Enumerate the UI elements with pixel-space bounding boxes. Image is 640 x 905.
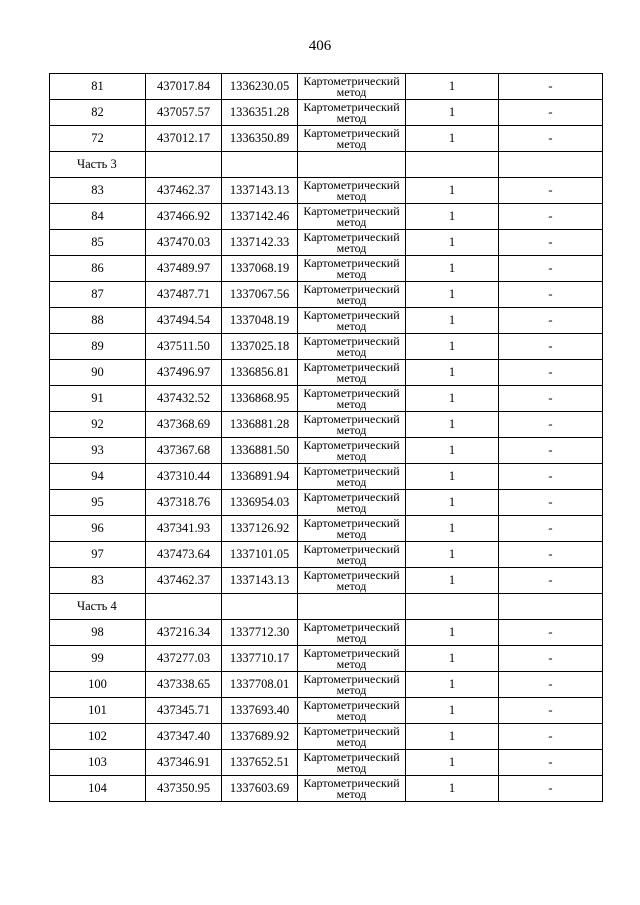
- method-text-line1: Картометрический: [303, 229, 400, 244]
- note-cell: -: [499, 126, 603, 152]
- table-row: [50, 256, 603, 282]
- x-coordinate-cell: 437012.17: [146, 126, 222, 152]
- table-row: [50, 490, 603, 516]
- note-cell: -: [499, 516, 603, 542]
- note-cell: -: [499, 360, 603, 386]
- accuracy-cell: 1: [406, 542, 499, 568]
- coordinates-table: [49, 73, 603, 802]
- point-number-cell: 83: [50, 178, 146, 204]
- point-number-cell: 82: [50, 100, 146, 126]
- empty-cell: [222, 594, 298, 620]
- point-number-cell: 72: [50, 126, 146, 152]
- accuracy-cell: 1: [406, 360, 499, 386]
- method-cell: [298, 74, 406, 100]
- part-header-row: [50, 152, 603, 178]
- note-cell: -: [499, 568, 603, 594]
- table-row: [50, 360, 603, 386]
- note-cell: -: [499, 646, 603, 672]
- accuracy-cell: 1: [406, 334, 499, 360]
- method-cell: [298, 256, 406, 282]
- y-coordinate-cell: 1336954.03: [222, 490, 298, 516]
- accuracy-cell: 1: [406, 256, 499, 282]
- y-coordinate-cell: 1336856.81: [222, 360, 298, 386]
- point-number-cell: 99: [50, 646, 146, 672]
- table-row: [50, 386, 603, 412]
- method-text-line2: метод: [336, 240, 367, 255]
- method-text-line2: метод: [336, 578, 367, 593]
- x-coordinate-cell: 437341.93: [146, 516, 222, 542]
- x-coordinate-cell: 437462.37: [146, 568, 222, 594]
- y-coordinate-cell: 1337143.13: [222, 178, 298, 204]
- empty-cell: [406, 152, 499, 178]
- note-cell: -: [499, 490, 603, 516]
- method-cell: [298, 204, 406, 230]
- accuracy-cell: 1: [406, 750, 499, 776]
- y-coordinate-cell: 1336230.05: [222, 74, 298, 100]
- note-cell: -: [499, 724, 603, 750]
- x-coordinate-cell: 437347.40: [146, 724, 222, 750]
- empty-cell: [406, 594, 499, 620]
- method-cell: [298, 334, 406, 360]
- table-row: [50, 412, 603, 438]
- x-coordinate-cell: 437345.71: [146, 698, 222, 724]
- y-coordinate-cell: 1337689.92: [222, 724, 298, 750]
- point-number-cell: 101: [50, 698, 146, 724]
- method-text-line1: Картометрический: [303, 723, 400, 738]
- empty-cell: [222, 152, 298, 178]
- accuracy-cell: 1: [406, 308, 499, 334]
- table-row: [50, 282, 603, 308]
- point-number-cell: 95: [50, 490, 146, 516]
- note-cell: -: [499, 100, 603, 126]
- point-number-cell: 87: [50, 282, 146, 308]
- accuracy-cell: 1: [406, 464, 499, 490]
- note-cell: -: [499, 386, 603, 412]
- point-number-cell: 94: [50, 464, 146, 490]
- point-number-cell: 91: [50, 386, 146, 412]
- table-row: [50, 542, 603, 568]
- accuracy-cell: 1: [406, 490, 499, 516]
- method-cell: [298, 568, 406, 594]
- method-text-line1: Картометрический: [303, 671, 400, 686]
- point-number-cell: 98: [50, 620, 146, 646]
- table-row: [50, 100, 603, 126]
- note-cell: -: [499, 308, 603, 334]
- x-coordinate-cell: 437489.97: [146, 256, 222, 282]
- note-cell: -: [499, 256, 603, 282]
- accuracy-cell: 1: [406, 620, 499, 646]
- table-row: [50, 646, 603, 672]
- x-coordinate-cell: 437511.50: [146, 334, 222, 360]
- note-cell: -: [499, 178, 603, 204]
- method-text-line2: метод: [336, 136, 367, 151]
- x-coordinate-cell: 437318.76: [146, 490, 222, 516]
- table-row: [50, 724, 603, 750]
- point-number-cell: 84: [50, 204, 146, 230]
- x-coordinate-cell: 437470.03: [146, 230, 222, 256]
- method-cell: [298, 646, 406, 672]
- y-coordinate-cell: 1337126.92: [222, 516, 298, 542]
- y-coordinate-cell: 1336351.28: [222, 100, 298, 126]
- method-text-line1: Картометрический: [303, 359, 400, 374]
- x-coordinate-cell: 437466.92: [146, 204, 222, 230]
- table-row: [50, 620, 603, 646]
- y-coordinate-cell: 1337068.19: [222, 256, 298, 282]
- method-cell: [298, 698, 406, 724]
- method-cell: [298, 308, 406, 334]
- note-cell: -: [499, 282, 603, 308]
- point-number-cell: 92: [50, 412, 146, 438]
- method-cell: [298, 126, 406, 152]
- method-text-line1: Картометрический: [303, 515, 400, 530]
- y-coordinate-cell: 1337142.33: [222, 230, 298, 256]
- y-coordinate-cell: 1337143.13: [222, 568, 298, 594]
- x-coordinate-cell: 437346.91: [146, 750, 222, 776]
- point-number-cell: 86: [50, 256, 146, 282]
- part-label: Часть 4: [50, 594, 146, 620]
- y-coordinate-cell: 1337708.01: [222, 672, 298, 698]
- method-text-line1: Картометрический: [303, 385, 400, 400]
- method-text-line2: метод: [336, 448, 367, 463]
- accuracy-cell: 1: [406, 126, 499, 152]
- accuracy-cell: 1: [406, 100, 499, 126]
- x-coordinate-cell: 437310.44: [146, 464, 222, 490]
- x-coordinate-cell: 437368.69: [146, 412, 222, 438]
- method-cell: [298, 672, 406, 698]
- method-text-line1: Картометрический: [303, 463, 400, 478]
- method-cell: [298, 776, 406, 802]
- empty-cell: [146, 594, 222, 620]
- note-cell: -: [499, 334, 603, 360]
- method-cell: [298, 438, 406, 464]
- point-number-cell: 96: [50, 516, 146, 542]
- method-cell: [298, 620, 406, 646]
- y-coordinate-cell: 1337710.17: [222, 646, 298, 672]
- method-text-line2: метод: [336, 292, 367, 307]
- table-row: [50, 568, 603, 594]
- method-text-line2: метод: [336, 760, 367, 775]
- point-number-cell: 81: [50, 74, 146, 100]
- method-cell: [298, 724, 406, 750]
- x-coordinate-cell: 437338.65: [146, 672, 222, 698]
- point-number-cell: 104: [50, 776, 146, 802]
- y-coordinate-cell: 1337048.19: [222, 308, 298, 334]
- point-number-cell: 90: [50, 360, 146, 386]
- method-text-line1: Картометрический: [303, 177, 400, 192]
- point-number-cell: 89: [50, 334, 146, 360]
- method-text-line2: метод: [336, 552, 367, 567]
- x-coordinate-cell: 437462.37: [146, 178, 222, 204]
- accuracy-cell: 1: [406, 672, 499, 698]
- empty-cell: [499, 152, 603, 178]
- table-row: [50, 464, 603, 490]
- x-coordinate-cell: 437350.95: [146, 776, 222, 802]
- y-coordinate-cell: 1337025.18: [222, 334, 298, 360]
- point-number-cell: 85: [50, 230, 146, 256]
- x-coordinate-cell: 437473.64: [146, 542, 222, 568]
- y-coordinate-cell: 1337712.30: [222, 620, 298, 646]
- method-text-line2: метод: [336, 266, 367, 281]
- point-number-cell: 88: [50, 308, 146, 334]
- x-coordinate-cell: 437057.57: [146, 100, 222, 126]
- note-cell: -: [499, 204, 603, 230]
- method-text-line2: метод: [336, 110, 367, 125]
- method-text-line1: Картометрический: [303, 411, 400, 426]
- accuracy-cell: 1: [406, 568, 499, 594]
- accuracy-cell: 1: [406, 230, 499, 256]
- note-cell: -: [499, 776, 603, 802]
- method-text-line1: Картометрический: [303, 697, 400, 712]
- method-text-line2: метод: [336, 396, 367, 411]
- note-cell: -: [499, 464, 603, 490]
- method-text-line1: Картометрический: [303, 333, 400, 348]
- table-row: [50, 308, 603, 334]
- table-row: [50, 204, 603, 230]
- method-cell: [298, 412, 406, 438]
- y-coordinate-cell: 1337603.69: [222, 776, 298, 802]
- method-text-line1: Картометрический: [303, 203, 400, 218]
- method-text-line1: Картометрический: [303, 645, 400, 660]
- y-coordinate-cell: 1337652.51: [222, 750, 298, 776]
- empty-cell: [298, 594, 406, 620]
- method-text-line1: Картометрический: [303, 281, 400, 296]
- method-text-line2: метод: [336, 344, 367, 359]
- method-cell: [298, 178, 406, 204]
- method-text-line2: метод: [336, 526, 367, 541]
- method-cell: [298, 282, 406, 308]
- accuracy-cell: 1: [406, 698, 499, 724]
- method-cell: [298, 386, 406, 412]
- method-text-line1: Картометрический: [303, 489, 400, 504]
- method-text-line1: Картометрический: [303, 125, 400, 140]
- method-text-line2: метод: [336, 422, 367, 437]
- note-cell: -: [499, 542, 603, 568]
- method-text-line1: Картометрический: [303, 619, 400, 634]
- accuracy-cell: 1: [406, 516, 499, 542]
- table-row: [50, 230, 603, 256]
- table-row: [50, 698, 603, 724]
- method-text-line1: Картометрический: [303, 99, 400, 114]
- empty-cell: [298, 152, 406, 178]
- point-number-cell: 100: [50, 672, 146, 698]
- method-cell: [298, 100, 406, 126]
- coordinates-table-body: [50, 74, 603, 802]
- table-row: [50, 178, 603, 204]
- method-text-line1: Картометрический: [303, 255, 400, 270]
- note-cell: -: [499, 230, 603, 256]
- method-text-line1: Картометрический: [303, 307, 400, 322]
- note-cell: -: [499, 412, 603, 438]
- y-coordinate-cell: 1337693.40: [222, 698, 298, 724]
- table-row: [50, 776, 603, 802]
- method-text-line2: метод: [336, 734, 367, 749]
- method-cell: [298, 360, 406, 386]
- method-text-line1: Картометрический: [303, 567, 400, 582]
- y-coordinate-cell: 1337101.05: [222, 542, 298, 568]
- table-row: [50, 516, 603, 542]
- note-cell: -: [499, 438, 603, 464]
- method-text-line2: метод: [336, 474, 367, 489]
- table-row: [50, 750, 603, 776]
- method-text-line1: Картометрический: [303, 775, 400, 790]
- x-coordinate-cell: 437017.84: [146, 74, 222, 100]
- note-cell: -: [499, 672, 603, 698]
- y-coordinate-cell: 1336891.94: [222, 464, 298, 490]
- method-text-line2: метод: [336, 188, 367, 203]
- point-number-cell: 97: [50, 542, 146, 568]
- table-row: [50, 74, 603, 100]
- accuracy-cell: 1: [406, 776, 499, 802]
- accuracy-cell: 1: [406, 412, 499, 438]
- x-coordinate-cell: 437496.97: [146, 360, 222, 386]
- method-text-line2: метод: [336, 682, 367, 697]
- empty-cell: [499, 594, 603, 620]
- method-text-line2: метод: [336, 630, 367, 645]
- method-text-line2: метод: [336, 84, 367, 99]
- y-coordinate-cell: 1337067.56: [222, 282, 298, 308]
- empty-cell: [146, 152, 222, 178]
- method-text-line2: метод: [336, 708, 367, 723]
- y-coordinate-cell: 1337142.46: [222, 204, 298, 230]
- point-number-cell: 83: [50, 568, 146, 594]
- point-number-cell: 93: [50, 438, 146, 464]
- method-text-line1: Картометрический: [303, 749, 400, 764]
- point-number-cell: 102: [50, 724, 146, 750]
- accuracy-cell: 1: [406, 282, 499, 308]
- table-row: [50, 438, 603, 464]
- y-coordinate-cell: 1336350.89: [222, 126, 298, 152]
- y-coordinate-cell: 1336868.95: [222, 386, 298, 412]
- method-cell: [298, 490, 406, 516]
- x-coordinate-cell: 437432.52: [146, 386, 222, 412]
- accuracy-cell: 1: [406, 438, 499, 464]
- accuracy-cell: 1: [406, 724, 499, 750]
- y-coordinate-cell: 1336881.50: [222, 438, 298, 464]
- table-row: [50, 334, 603, 360]
- accuracy-cell: 1: [406, 74, 499, 100]
- note-cell: -: [499, 74, 603, 100]
- accuracy-cell: 1: [406, 646, 499, 672]
- method-cell: [298, 542, 406, 568]
- point-number-cell: 103: [50, 750, 146, 776]
- x-coordinate-cell: 437277.03: [146, 646, 222, 672]
- x-coordinate-cell: 437494.54: [146, 308, 222, 334]
- note-cell: -: [499, 698, 603, 724]
- method-text-line2: метод: [336, 656, 367, 671]
- method-text-line2: метод: [336, 318, 367, 333]
- method-cell: [298, 464, 406, 490]
- method-text-line1: Картометрический: [303, 73, 400, 88]
- method-cell: [298, 750, 406, 776]
- accuracy-cell: 1: [406, 178, 499, 204]
- table-row: [50, 672, 603, 698]
- x-coordinate-cell: 437367.68: [146, 438, 222, 464]
- page-number: 406: [308, 38, 332, 54]
- method-text-line1: Картометрический: [303, 437, 400, 452]
- accuracy-cell: 1: [406, 204, 499, 230]
- method-text-line2: метод: [336, 214, 367, 229]
- y-coordinate-cell: 1336881.28: [222, 412, 298, 438]
- method-text-line2: метод: [336, 500, 367, 515]
- x-coordinate-cell: 437487.71: [146, 282, 222, 308]
- method-text-line1: Картометрический: [303, 541, 400, 556]
- x-coordinate-cell: 437216.34: [146, 620, 222, 646]
- note-cell: -: [499, 750, 603, 776]
- part-label: Часть 3: [50, 152, 146, 178]
- accuracy-cell: 1: [406, 386, 499, 412]
- part-header-row: [50, 594, 603, 620]
- table-row: [50, 126, 603, 152]
- method-text-line2: метод: [336, 786, 367, 801]
- method-cell: [298, 230, 406, 256]
- method-text-line2: метод: [336, 370, 367, 385]
- note-cell: -: [499, 620, 603, 646]
- method-cell: [298, 516, 406, 542]
